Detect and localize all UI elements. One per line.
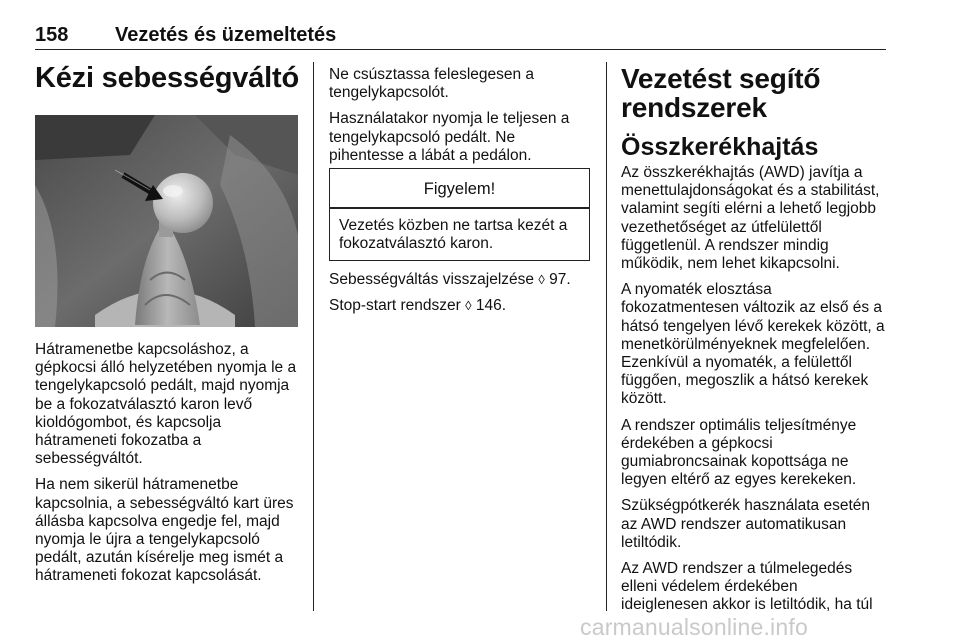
paragraph: A nyomaték elosztása fokozatmentesen változik az első és a hátsó tengelyen lévő kerekek között, a menetkörülményeknek megfelelően. Ezenkívül a nyomaték, a felülettől függően, megoszlik a hátsó kerekek között. bbox=[621, 281, 885, 408]
paragraph: Az összkerékhajtás (AWD) javítja a menettulajdonságokat és a stabilitást, valamint segíti elérni a lehető legjobb vezethetőséget az útfelülettől függetlenül. A rendszer mindig működik, nem lehet kikapcsolni. bbox=[621, 164, 880, 273]
warning-box bbox=[329, 168, 590, 261]
header-rule bbox=[35, 49, 886, 50]
paragraph: Ne csúsztassa feleslegesen a tengelykapcsolót. bbox=[329, 66, 535, 102]
column-2-refs bbox=[329, 271, 591, 315]
page-number: 158 bbox=[35, 24, 69, 46]
paragraph: A rendszer optimális teljesítménye érdekében a gépkocsi gumiabroncsainak kopottsága ne legyen eltérő az egyes kerekeken. bbox=[621, 416, 857, 489]
gear-lever-figure bbox=[35, 115, 298, 327]
column-1 bbox=[35, 62, 303, 94]
cross-reference bbox=[329, 271, 591, 289]
paragraph: Szükségpótkerék használata esetén az AWD rendszer automatikusan letiltódik. bbox=[621, 497, 871, 551]
reference-text: Sebességváltás visszajelzése bbox=[329, 271, 535, 288]
paragraph: Hátramenetbe kapcsoláshoz, a gépkocsi álló helyzetében nyomja le a tengelykapcsoló pedált, majd nyomja be a fokozatválasztó karon levő kioldógombot, és kapcsolja hátrameneti fokozatba a sebességváltót. bbox=[35, 341, 297, 468]
heading-manual-transmission: Kézi sebességváltó bbox=[35, 62, 299, 94]
subheading-all-wheel-drive: Összkerékhajtás bbox=[621, 133, 819, 161]
section-title: Vezetés és üzemeltetés bbox=[115, 24, 337, 46]
cross-reference bbox=[329, 297, 591, 315]
page-header bbox=[35, 24, 885, 50]
column-divider-1 bbox=[313, 62, 314, 611]
paragraph: Használatakor nyomja le teljesen a tengelykapcsoló pedált. Ne pihentesse a lábát a pedálon. bbox=[329, 110, 570, 164]
column-1-body bbox=[35, 341, 303, 586]
column-3 bbox=[621, 64, 886, 615]
column-divider-2 bbox=[606, 62, 607, 611]
column-2 bbox=[329, 66, 591, 165]
warning-divider bbox=[330, 207, 589, 209]
paragraph: Ha nem sikerül hátramenetbe kapcsolnia, a sebességváltó kart üres állásba kapcsolva engedje fel, majd nyomja le újra a tengelykapcsoló pedált, azután kísérelje meg ismét a hátrameneti fokozat kapcsolását. bbox=[35, 476, 294, 585]
page-ref-icon: ◊ bbox=[465, 298, 472, 314]
page-ref-icon: ◊ bbox=[538, 272, 545, 287]
reference-page: 97. bbox=[549, 271, 571, 288]
watermark: carmanualsonline.info bbox=[580, 614, 808, 640]
warning-title: Figyelem! bbox=[423, 180, 496, 198]
paragraph: Az AWD rendszer a túlmelegedés elleni védelem érdekében ideiglenesen akkor is letiltódik, ha túl bbox=[621, 560, 873, 614]
heading-driver-assistance: Vezetést segítő rendszerek bbox=[621, 63, 821, 123]
reference-text: Stop-start rendszer bbox=[329, 297, 461, 315]
reference-page: 146. bbox=[475, 297, 507, 315]
warning-text: Vezetés közben ne tartsa kezét a fokozatválasztó karon. bbox=[339, 217, 568, 253]
